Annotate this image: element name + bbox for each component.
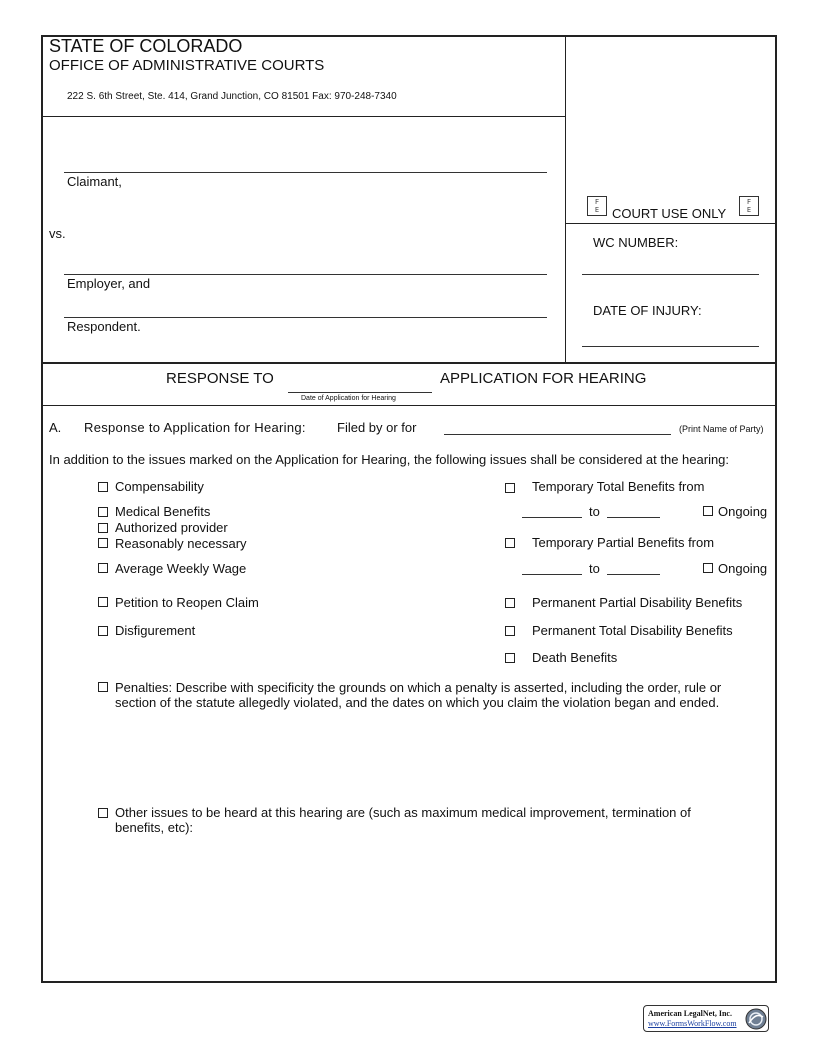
penalties-checkbox[interactable] [98,682,108,692]
wc-number-field[interactable] [582,274,759,275]
caption-bottom-divider [41,362,777,364]
tpd-ongoing-checkbox[interactable] [703,563,713,573]
office-title: OFFICE OF ADMINISTRATIVE COURTS [49,57,325,74]
filing-stamp-icon-right: F E [739,196,759,216]
petition-reopen-label: Petition to Reopen Claim [115,595,259,610]
authorized-provider-label: Authorized provider [115,520,228,535]
date-of-injury-label: DATE OF INJURY: [593,303,702,318]
ttd-ongoing-checkbox[interactable] [703,506,713,516]
ttd-checkbox[interactable] [505,483,515,493]
application-date-caption: Date of Application for Hearing [301,395,396,402]
court-use-only-label: COURT USE ONLY [612,206,727,221]
court-use-box-divider [565,223,777,224]
court-address: 222 S. 6th Street, Ste. 414, Grand Junction, CO 81501 Fax: 970-248-7340 [67,91,397,102]
respondent-label: Respondent. [67,319,141,334]
compensability-label: Compensability [115,479,204,494]
header-divider [41,116,566,117]
court-use-divider [565,35,566,363]
disfigurement-label: Disfigurement [115,623,196,638]
frame-left [41,35,43,983]
filing-stamp-icon-left: F E [587,196,607,216]
section-a-letter: A. [49,420,62,435]
legalnet-badge[interactable] [643,1005,769,1032]
respondent-name-line[interactable] [64,317,547,318]
globe-icon [745,1008,767,1030]
application-date-field[interactable] [288,392,432,393]
frame-bottom [41,981,777,983]
title-bottom-divider [41,405,777,406]
party-name-field[interactable] [444,434,671,435]
compensability-checkbox[interactable] [98,482,108,492]
ttd-to-label: to [589,504,600,519]
average-weekly-wage-checkbox[interactable] [98,563,108,573]
tpd-checkbox[interactable] [505,538,515,548]
other-issues-text-line2: benefits, etc): [115,820,194,835]
ptd-label: Permanent Total Disability Benefits [532,623,733,638]
date-of-injury-field[interactable] [582,346,759,347]
death-benefits-checkbox[interactable] [505,653,515,663]
section-a-heading: Response to Application for Hearing: [84,420,306,435]
average-weekly-wage-label: Average Weekly Wage [115,561,247,576]
penalties-text-line2: section of the statute allegedly violated, and the dates on which you claim the violation began and ended. [115,695,720,710]
frame-right [775,35,777,983]
other-issues-text-line1: Other issues to be heard at this hearing are (such as maximum medical improvement, termination of [115,805,691,820]
print-name-caption: (Print Name of Party) [679,424,764,434]
ppd-label: Permanent Partial Disability Benefits [532,595,743,610]
employer-label: Employer, and [67,276,151,291]
tpd-from-date-field[interactable] [522,574,582,575]
ptd-checkbox[interactable] [505,626,515,636]
legalnet-company: American LegalNet, Inc. [648,1009,732,1018]
ttd-to-date-field[interactable] [607,517,660,518]
tpd-label: Temporary Partial Benefits from [532,535,715,550]
medical-benefits-checkbox[interactable] [98,507,108,517]
authorized-provider-checkbox[interactable] [98,523,108,533]
reasonably-necessary-label: Reasonably necessary [115,536,247,551]
claimant-name-line[interactable] [64,172,547,173]
claimant-label: Claimant, [67,174,122,189]
wc-number-label: WC NUMBER: [593,235,679,250]
employer-name-line[interactable] [64,274,547,275]
tpd-to-date-field[interactable] [607,574,660,575]
filed-by-label: Filed by or for [337,420,417,435]
application-for-hearing-title: APPLICATION FOR HEARING [440,370,647,387]
issues-intro: In addition to the issues marked on the Application for Hearing, the following issues shall be considered at the hearing: [49,452,730,467]
ppd-checkbox[interactable] [505,598,515,608]
death-benefits-label: Death Benefits [532,650,618,665]
legalnet-url[interactable]: www.FormsWorkFlow.com [648,1019,737,1028]
petition-reopen-checkbox[interactable] [98,597,108,607]
disfigurement-checkbox[interactable] [98,626,108,636]
other-issues-checkbox[interactable] [98,808,108,818]
ttd-ongoing-label: Ongoing [718,504,768,519]
medical-benefits-label: Medical Benefits [115,504,211,519]
vs-label: vs. [49,226,66,241]
tpd-ongoing-label: Ongoing [718,561,768,576]
response-to-title: RESPONSE TO [166,370,274,387]
tpd-to-label: to [589,561,600,576]
state-title: STATE OF COLORADO [49,36,243,56]
reasonably-necessary-checkbox[interactable] [98,538,108,548]
ttd-label: Temporary Total Benefits from [532,479,705,494]
penalties-text-line1: Penalties: Describe with specificity the grounds on which a penalty is asserted, including the order, rule or [115,680,722,695]
ttd-from-date-field[interactable] [522,517,582,518]
